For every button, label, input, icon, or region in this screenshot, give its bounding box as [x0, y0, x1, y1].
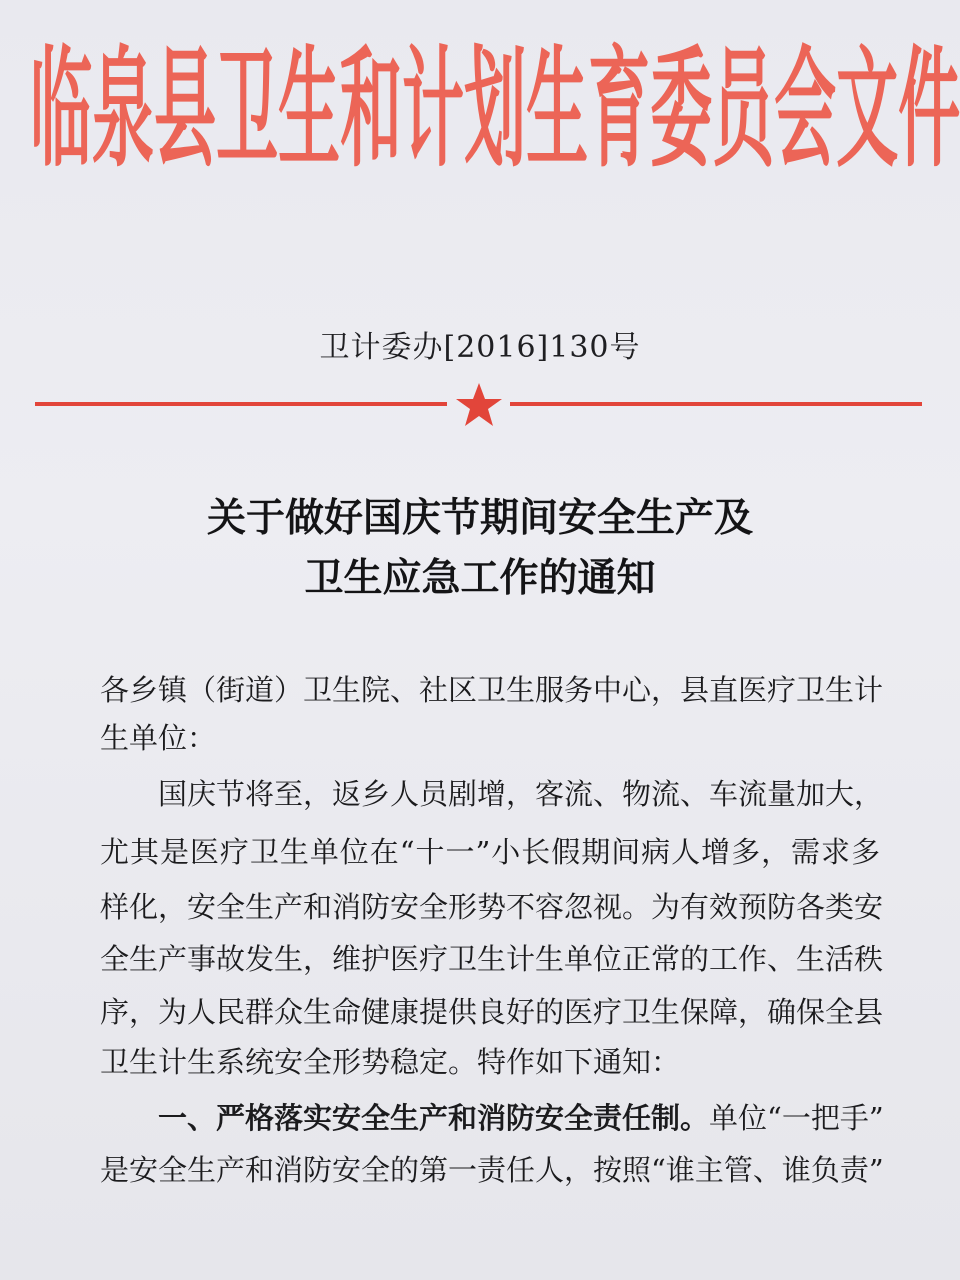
- letterhead-char: 泉: [92, 32, 155, 186]
- document-title-line-2: 卫生应急工作的通知: [304, 555, 656, 601]
- paragraph-line: 国庆节将至，返乡人员剧增，客流、物流、车流量加大，: [158, 777, 884, 811]
- letterhead-char: 县: [154, 32, 217, 186]
- section-1-line-2: 是安全生产和消防安全的第一责任人，按照“谁主管、谁负责”: [100, 1153, 884, 1187]
- addressee-line-2: 生单位：: [100, 721, 217, 755]
- letterhead-char: 会: [774, 32, 837, 186]
- letterhead-char: 生: [526, 32, 589, 186]
- paragraph-line: 全生产事故发生，维护医疗卫生计生单位正常的工作、生活秩: [100, 942, 884, 976]
- letterhead-title: [30, 30, 960, 190]
- document-title-line-1: 关于做好国庆节期间安全生产及: [206, 495, 753, 541]
- red-star-icon: [454, 382, 504, 428]
- paragraph-line: 卫生计生系统安全形势稳定。特作如下通知：: [100, 1045, 681, 1079]
- letterhead-char: 生: [278, 32, 341, 186]
- paragraph-line: 序，为人民群众生命健康提供良好的医疗卫生保障，确保全县: [100, 995, 884, 1029]
- letterhead-char: 临: [30, 32, 93, 186]
- red-divider-left: [35, 402, 447, 406]
- letterhead-char: 委: [650, 32, 713, 186]
- letterhead-char: 文: [836, 32, 899, 186]
- red-divider-right: [510, 402, 922, 406]
- section-1-heading: 一、严格落实安全生产和消防安全责任制。: [158, 1101, 710, 1135]
- letterhead-char: 卫: [216, 32, 279, 186]
- section-1-line-1: [158, 1096, 884, 1137]
- letterhead-char: 件: [898, 32, 960, 186]
- letterhead-char: 计: [402, 32, 465, 186]
- letterhead-char: 员: [712, 32, 775, 186]
- addressee-line-1: 各乡镇（街道）卫生院、社区卫生服务中心，县直医疗卫生计: [100, 673, 884, 707]
- paragraph-line: 样化，安全生产和消防安全形势不容忽视。为有效预防各类安: [100, 890, 884, 924]
- document-number: 卫计委办[2016]130号: [319, 330, 641, 365]
- section-1-text: 单位“一把手”: [709, 1101, 884, 1135]
- letterhead-char: 和: [340, 32, 403, 186]
- letterhead-char: 划: [464, 32, 527, 186]
- paragraph-line: 尤其是医疗卫生单位在“十一”小长假期间病人增多，需求多: [100, 835, 880, 869]
- letterhead-char: 育: [588, 32, 651, 186]
